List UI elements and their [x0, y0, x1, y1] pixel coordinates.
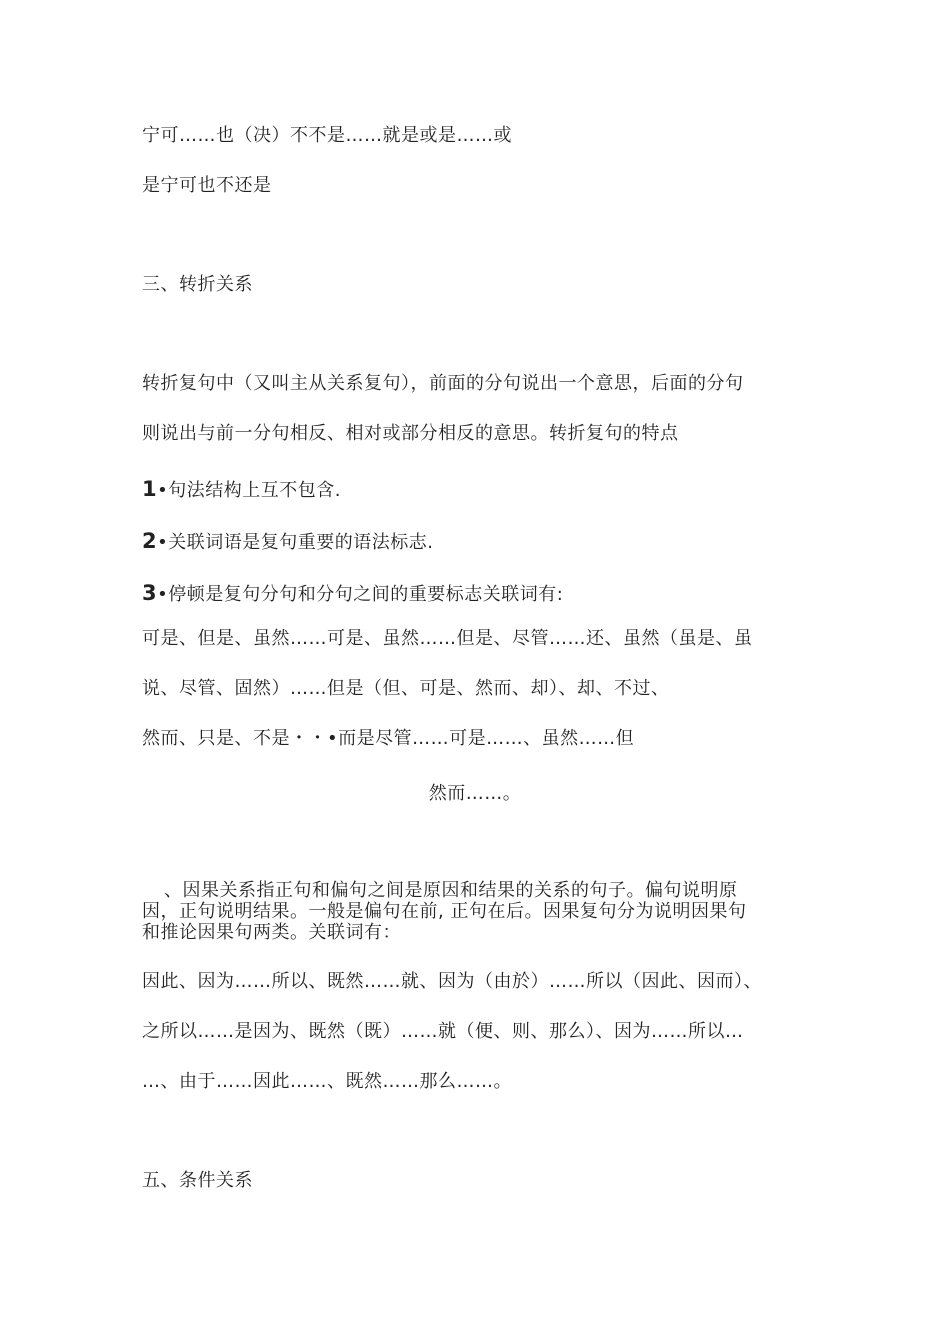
point-3 [142, 581, 563, 607]
section-three-words-line-4: 然而……。 [428, 783, 522, 804]
section-two-line-1: 宁可……也（决）不不是……就是或是……或 [142, 125, 512, 146]
point-2-number: 2 [142, 529, 158, 553]
section-two-line-2: 是宁可也不还是 [142, 175, 272, 196]
section-four-words-line-1: 因此、因为……所以、既然……就、因为（由於）……所以（因此、因而）、 [142, 971, 762, 992]
point-2 [142, 529, 433, 555]
section-three-words-line-3: 然而、只是、不是・・•而是尽管……可是……、虽然……但 [142, 728, 635, 749]
point-3-text: •停顿是复句分句和分句之间的重要标志关联词有: [157, 584, 564, 605]
section-three-words-line-1: 可是、但是、虽然……可是、虽然……但是、尽管……还、虽然（虽是、虽 [142, 628, 753, 649]
point-3-number: 3 [142, 581, 158, 605]
section-four-words-line-3: …、由于……因此……、既然……那么……。 [142, 1071, 512, 1092]
section-four-para-line-1: 、因果关系指正句和偏句之间是原因和结果的关系的句子。偏句说明原 [164, 880, 738, 901]
section-four-words-line-2: 之所以……是因为、既然（既）……就（便、则、那么）、因为……所以… [142, 1021, 744, 1042]
section-four-para-line-2: 因，正句说明结果。一般是偏句在前, 正句在后。因果复句分为说明因果句 [142, 901, 747, 922]
point-1-number: 1 [142, 477, 158, 501]
section-four-paragraph [142, 880, 822, 943]
point-1 [142, 477, 341, 503]
point-2-text: •关联词语是复句重要的语法标志. [157, 532, 434, 553]
section-three-intro-line-2: 则说出与前一分句相反、相对或部分相反的意思。转折复句的特点 [142, 423, 679, 444]
section-three-words-line-2: 说、尽管、固然）……但是（但、可是、然而、却）、却、不过、 [142, 678, 670, 699]
section-five-heading: 五、条件关系 [142, 1170, 253, 1191]
section-four-para-line-3: 和推论因果句两类。关联词有： [142, 922, 401, 943]
section-three-intro-line-1: 转折复句中（又叫主从关系复句），前面的分句说出一个意思，后面的分句 [142, 373, 744, 394]
section-three-heading: 三、转折关系 [142, 274, 253, 295]
point-1-text: •句法结构上互不包含. [157, 480, 341, 501]
